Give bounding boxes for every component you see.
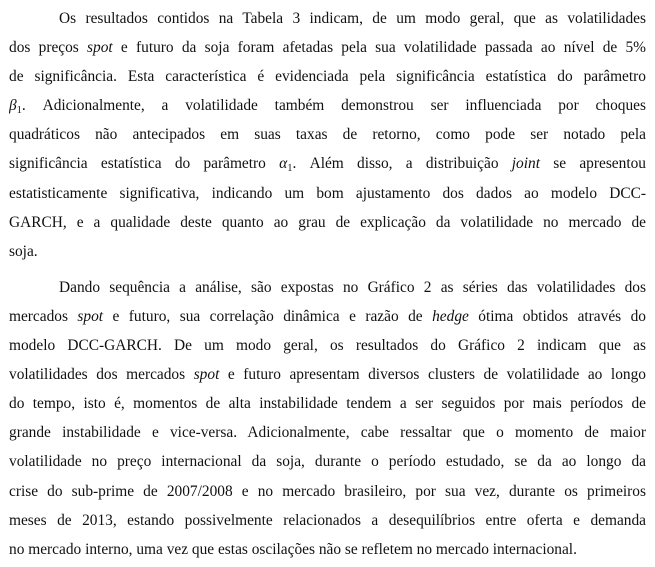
math-subscript: 1 — [16, 105, 22, 117]
text-line: quadráticos não antecipados em suas taxas de retorno, como pode ser notado pela — [9, 126, 646, 144]
italic-term: spot — [193, 366, 220, 384]
text-line: Dando sequência a análise, são expostas no Gráfico 2 as séries das volatilidades dos — [59, 278, 646, 296]
text-line: estatisticamente significativa, indicando um bom ajustamento dos dados ao modelo DCC- — [9, 184, 646, 202]
text-line: GARCH, e a qualidade deste quanto ao grau de explicação da volatilidade no mercado de — [9, 213, 646, 231]
text-line: soja. — [9, 242, 38, 260]
text-line: mercados spot e futuro, sua correlação dinâmica e razão de hedge ótima obtidos através do — [9, 307, 646, 325]
text-line: no mercado interno, uma vez que estas oscilações não se refletem no mercado internacional. — [9, 540, 577, 558]
text-line: Os resultados contidos na Tabela 3 indicam, de um modo geral, que as volatilidades — [59, 10, 646, 27]
text-line: significância estatística do parâmetro $\alpha_1$. Além disso, a distribuição joint se apresentou — [9, 155, 646, 175]
document-body — [9, 4, 646, 564]
text-line: volatilidades dos mercados spot e futuro apresentam diversos clusters de volatilidade ao longo — [9, 366, 646, 384]
paragraph-2 — [9, 273, 646, 564]
math-symbol: $\alpha_1$ — [279, 155, 293, 175]
text-line: crise do sub-prime de 2007/2008 e no mercado brasileiro, por sua vez, durante os primeiros — [9, 482, 646, 500]
text-line: meses de 2013, estando possivelmente relacionados a desequilíbrios entre oferta e demanda — [9, 511, 646, 529]
math-symbol: $\beta_1$ — [9, 97, 22, 117]
text-line: $\beta_1$. Adicionalmente, a volatilidade também demonstrou ser influenciada por choques — [9, 97, 646, 117]
paragraph-1 — [9, 4, 646, 266]
text-line: do tempo, isto é, momentos de alta instabilidade tendem a ser seguidos por mais períodos de — [9, 395, 646, 413]
math-subscript: 1 — [287, 163, 293, 175]
italic-term: hedge — [432, 307, 469, 325]
italic-term: spot — [87, 39, 113, 57]
text-line: modelo DCC-GARCH. De um modo geral, os resultados do Gráfico 2 indicam que as — [9, 337, 646, 355]
text-line: de significância. Esta característica é evidenciada pela significância estatística do parâmetro — [9, 68, 646, 86]
text-line: volatilidade no preço internacional da soja, durante o período estudado, se da ao longo da — [9, 453, 646, 471]
text-line: grande instabilidade e vice-versa. Adicionalmente, cabe ressaltar que o momento de maior — [9, 424, 646, 442]
italic-term: spot — [77, 307, 104, 325]
italic-term: joint — [511, 155, 540, 173]
text-line: dos preços spot e futuro da soja foram afetadas pela sua volatilidade passada ao nível de 5% — [9, 39, 646, 57]
